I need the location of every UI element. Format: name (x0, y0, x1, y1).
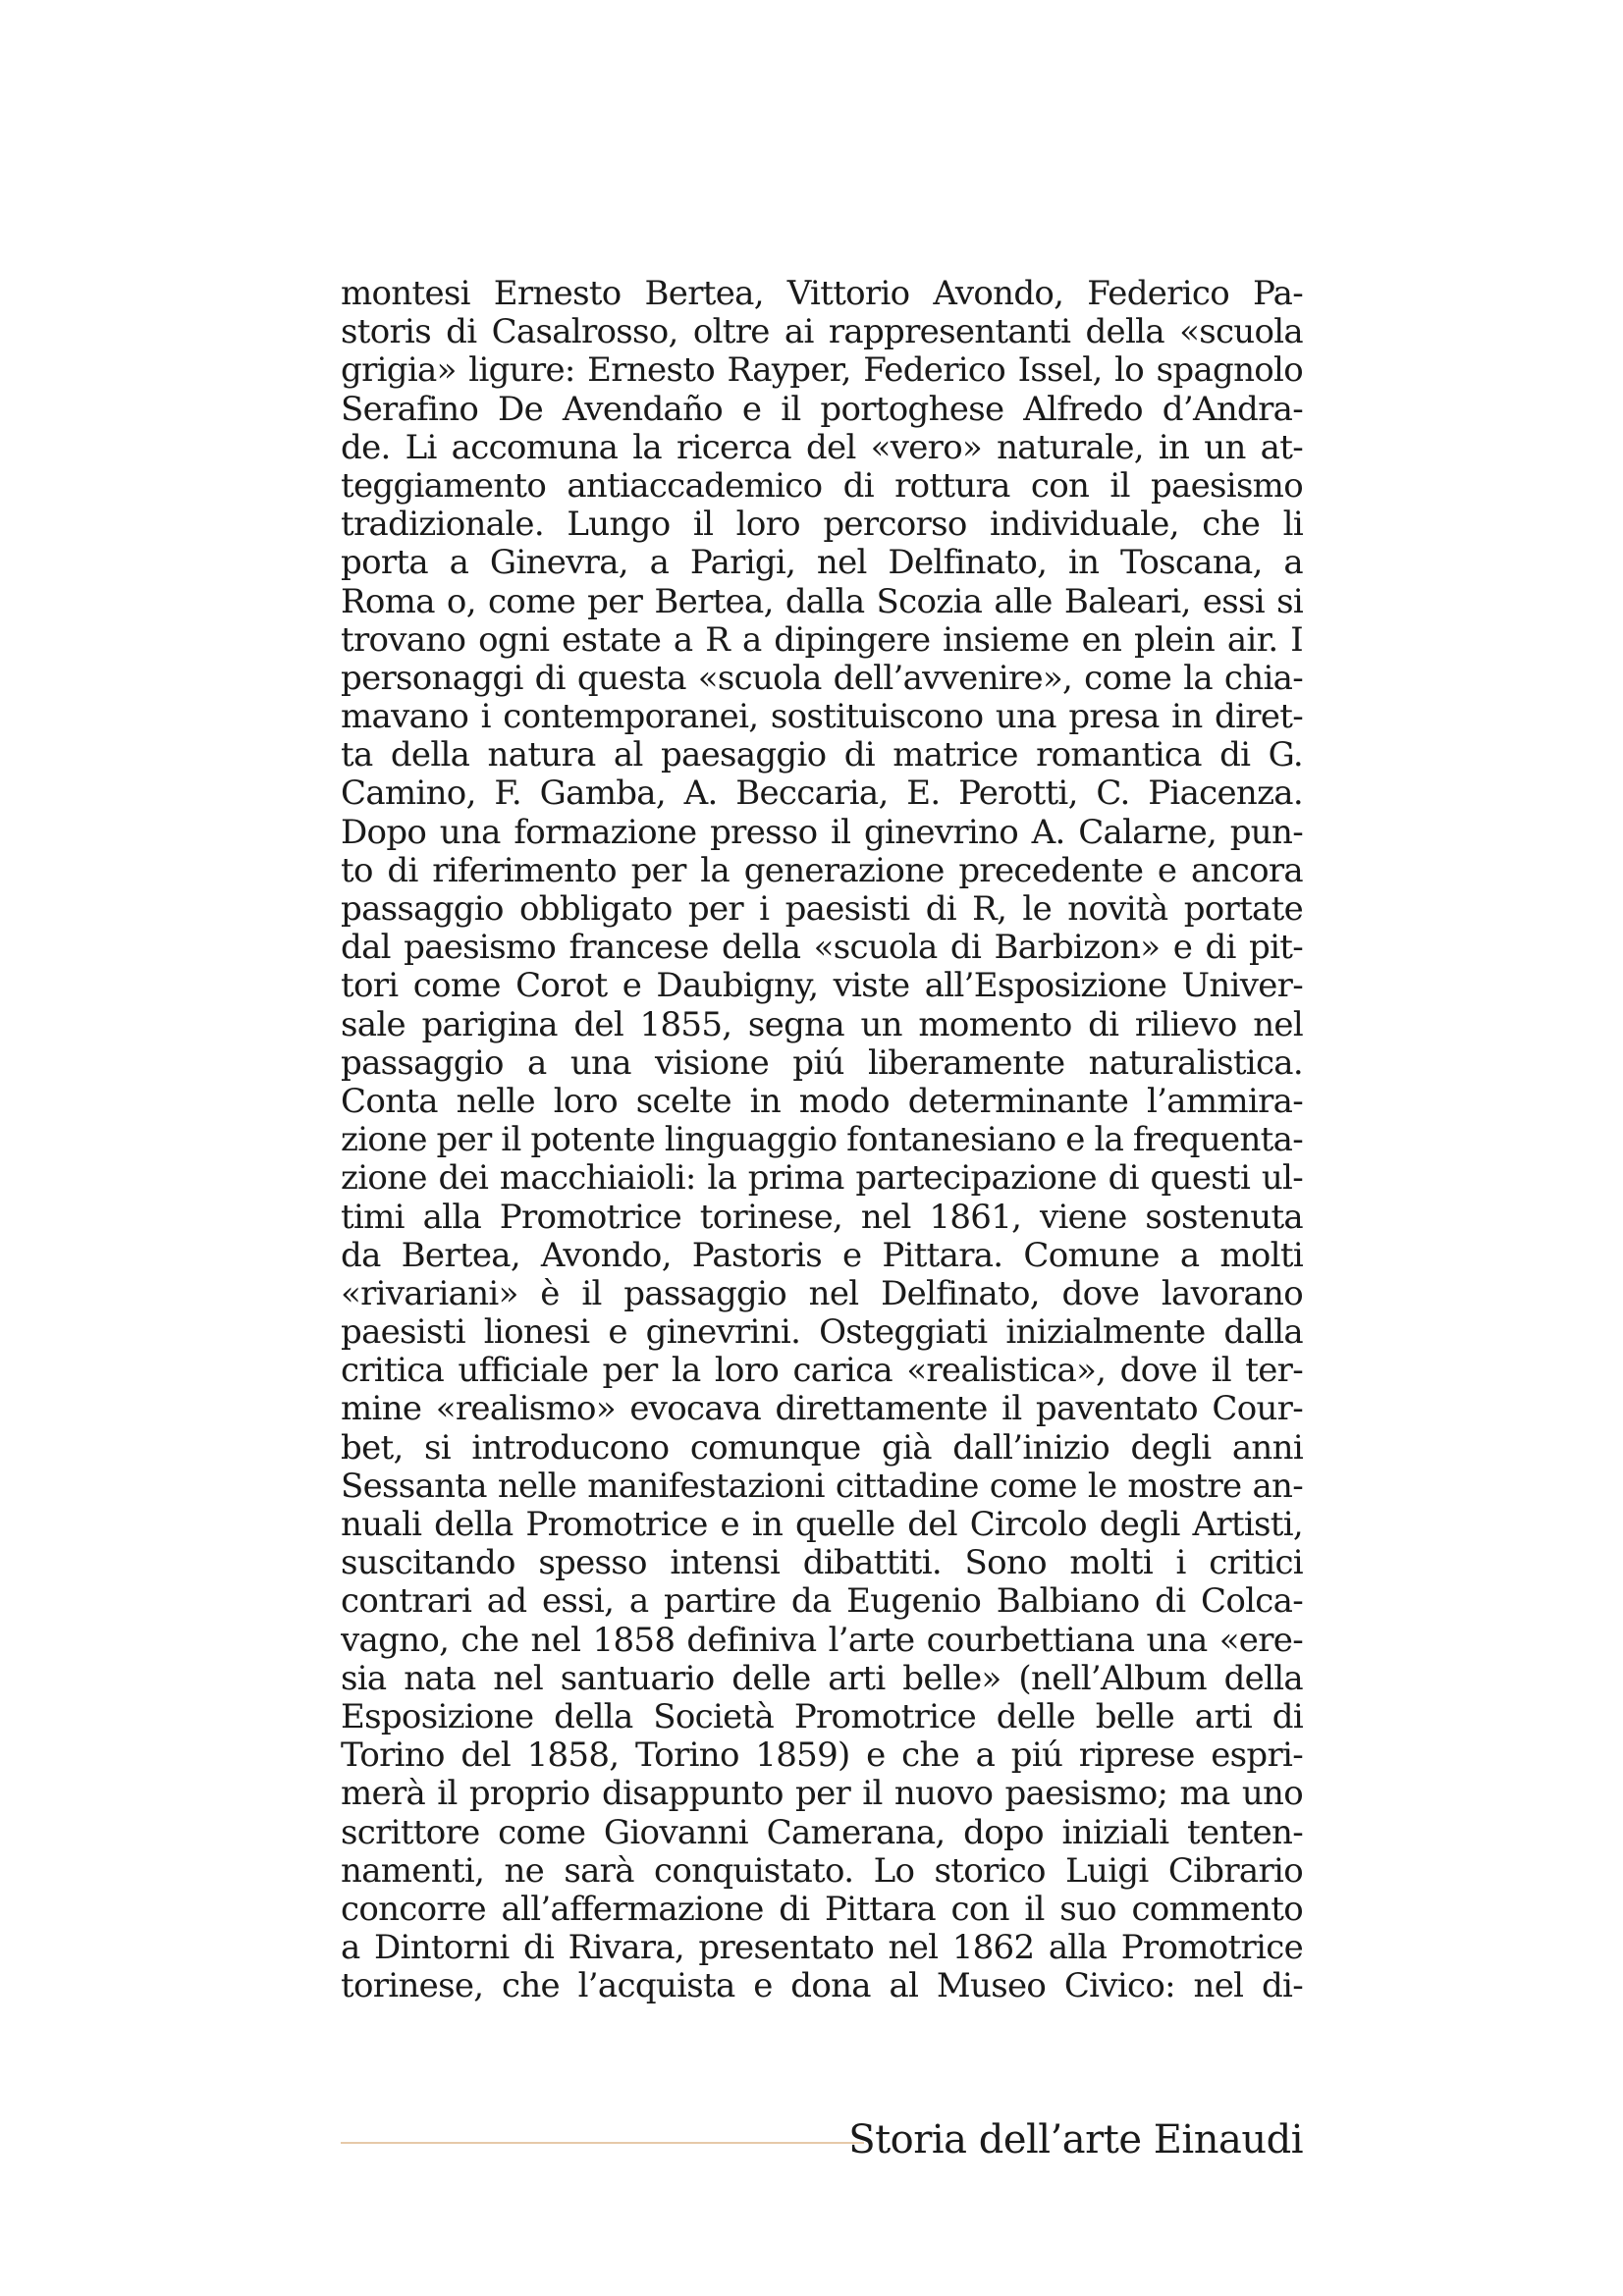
text-line: nuali della Promotrice e in quelle del Circolo degli Artisti, (341, 1506, 1303, 1544)
text-line: dal paesismo francese della «scuola di Barbizon» e di pit- (341, 929, 1303, 968)
text-line: vagno, che nel 1858 definiva l’arte courbettiana una «ere- (341, 1621, 1303, 1660)
text-line: concorre all’affermazione di Pittara con il suo commento (341, 1890, 1303, 1929)
text-line: trovano ogni estate a R a dipingere insieme en plein air. I (341, 620, 1303, 660)
text-line: sia nata nel santuario delle arti belle» (nell’Album della (341, 1659, 1303, 1698)
text-line: scrittore come Giovanni Camerana, dopo iniziali tenten- (341, 1813, 1303, 1852)
text-line: critica ufficiale per la loro carica «realistica», dove il ter- (341, 1352, 1303, 1391)
text-line: Esposizione della Società Promotrice delle belle arti di (341, 1697, 1303, 1736)
text-line: Serafino De Avendaño e il portoghese Alfredo d’Andra- (341, 390, 1303, 429)
text-line: sale parigina del 1855, segna un momento di rilievo nel (341, 1005, 1303, 1044)
text-line: paesisti lionesi e ginevrini. Osteggiati inizialmente dalla (341, 1313, 1303, 1353)
text-line: mavano i contemporanei, sostituiscono una presa in diret- (341, 698, 1303, 737)
text-line: to di riferimento per la generazione precedente e ancora (341, 851, 1303, 890)
text-line: mine «realismo» evocava direttamente il paventato Cour- (341, 1390, 1303, 1429)
footer-rule (341, 2142, 864, 2144)
text-line: merà il proprio disappunto per il nuovo paesismo; ma uno (341, 1775, 1303, 1814)
text-line: ta della natura al paesaggio di matrice romantica di G. (341, 736, 1303, 775)
text-line: Torino del 1858, Torino 1859) e che a piú riprese espri- (341, 1736, 1303, 1776)
text-line: bet, si introducono comunque già dall’inizio degli anni (341, 1428, 1303, 1468)
page-footer (341, 2110, 1303, 2169)
text-line: montesi Ernesto Bertea, Vittorio Avondo, Federico Pa- (341, 275, 1303, 313)
text-line: da Bertea, Avondo, Pastoris e Pittara. Comune a molti (341, 1236, 1303, 1275)
text-line: contrari ad essi, a partire da Eugenio Balbiano di Colca- (341, 1582, 1303, 1622)
text-line: Roma o, come per Bertea, dalla Scozia alle Baleari, essi si (341, 582, 1303, 621)
text-line: tradizionale. Lungo il loro percorso individuale, che li (341, 506, 1303, 545)
text-line: Conta nelle loro scelte in modo determinante l’ammira- (341, 1082, 1303, 1121)
text-line: a Dintorni di Rivara, presentato nel 1862 alla Promotrice (341, 1929, 1303, 1968)
text-line: zione dei macchiaioli: la prima partecipazione di questi ul- (341, 1159, 1303, 1199)
text-line: de. Li accomuna la ricerca del «vero» naturale, in un at- (341, 428, 1303, 467)
text-line: porta a Ginevra, a Parigi, nel Delfinato, in Toscana, a (341, 544, 1303, 583)
text-line: storis di Casalrosso, oltre ai rappresentanti della «scuola (341, 313, 1303, 352)
text-line: teggiamento antiaccademico di rottura con il paesismo (341, 466, 1303, 506)
text-line: timi alla Promotrice torinese, nel 1861, viene sostenuta (341, 1198, 1303, 1237)
text-line: grigia» ligure: Ernesto Rayper, Federico Issel, lo spagnolo (341, 351, 1303, 391)
text-line: Sessanta nelle manifestazioni cittadine come le mostre an- (341, 1467, 1303, 1506)
text-line: personaggi di questa «scuola dell’avvenire», come la chia- (341, 659, 1303, 698)
footer-title: Storia dell’arte Einaudi (848, 2117, 1303, 2163)
text-line: Camino, F. Gamba, A. Beccaria, E. Perotti, C. Piacenza. (341, 774, 1303, 814)
text-line: zione per il potente linguaggio fontanesiano e la frequenta- (341, 1121, 1303, 1160)
text-line: «rivariani» è il passaggio nel Delfinato, dove lavorano (341, 1274, 1303, 1313)
text-line: Dopo una formazione presso il ginevrino A. Calarne, pun- (341, 813, 1303, 852)
text-line: passaggio a una visione piú liberamente naturalistica. (341, 1043, 1303, 1083)
text-line: passaggio obbligato per i paesisti di R, le novità portate (341, 890, 1303, 929)
text-line: namenti, ne sarà conquistato. Lo storico Luigi Cibrario (341, 1851, 1303, 1891)
text-line: torinese, che l’acquista e dona al Museo Civico: nel di- (341, 1967, 1303, 2006)
text-line: tori come Corot e Daubigny, viste all’Esposizione Univer- (341, 967, 1303, 1006)
body-text (341, 275, 1303, 2005)
text-line: suscitando spesso intensi dibattiti. Sono molti i critici (341, 1544, 1303, 1583)
